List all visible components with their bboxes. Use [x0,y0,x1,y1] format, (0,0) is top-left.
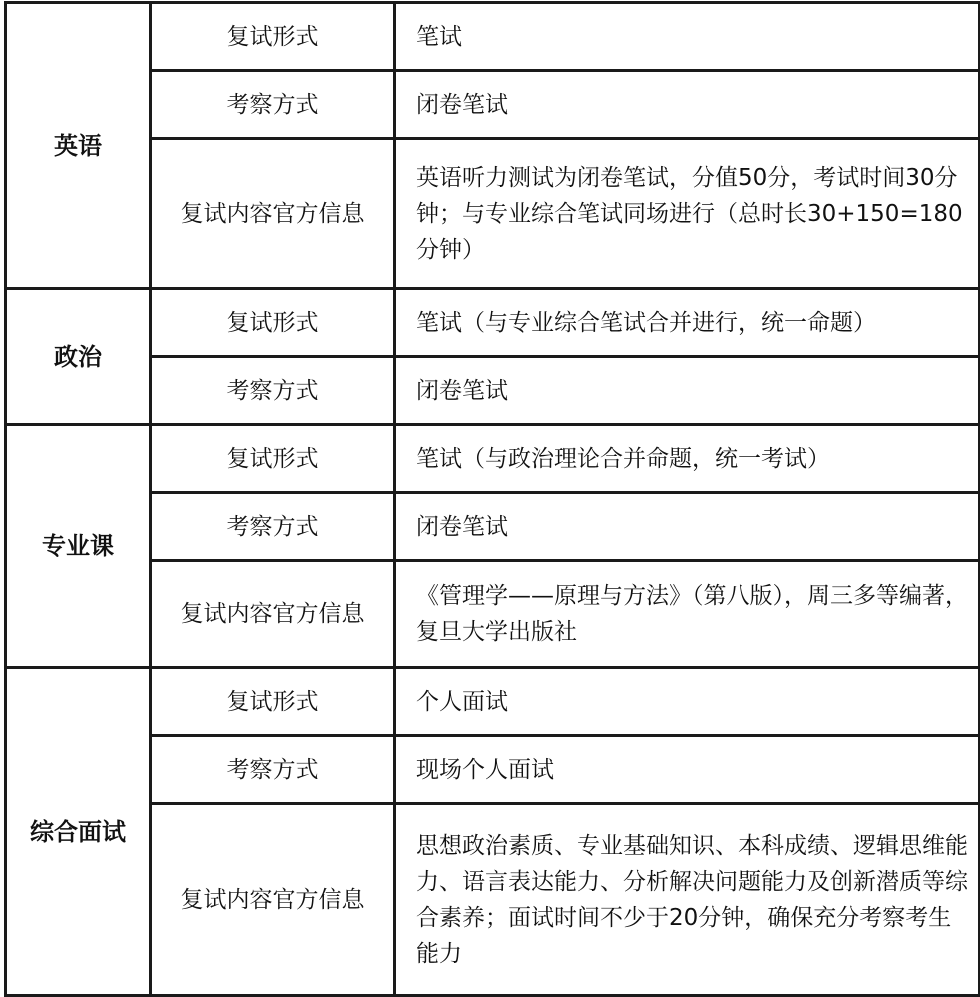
table-row [6,3,980,71]
row-label: 复试内容官方信息 [151,139,395,289]
row-label: 考察方式 [151,71,395,139]
row-label: 复试内容官方信息 [151,804,395,996]
row-value: 笔试 [395,3,980,71]
row-value: 《管理学——原理与方法》（第八版），周三多等编著，复旦大学出版社 [395,561,980,668]
row-label: 复试内容官方信息 [151,561,395,668]
row-label: 考察方式 [151,493,395,561]
category-cell: 英语 [6,3,151,289]
table-row [6,71,980,139]
row-value: 闭卷笔试 [395,357,980,425]
row-value: 笔试（与政治理论合并命题，统一考试） [395,425,980,493]
category-cell: 专业课 [6,425,151,668]
row-value: 英语听力测试为闭卷笔试，分值50分，考试时间30分钟；与专业综合笔试同场进行（总时长30+150=180分钟） [395,139,980,289]
table-row [6,804,980,996]
row-label: 复试形式 [151,668,395,736]
row-value: 思想政治素质、专业基础知识、本科成绩、逻辑思维能力、语言表达能力、分析解决问题能力及创新潜质等综合素养；面试时间不少于20分钟，确保充分考察考生能力 [395,804,980,996]
table-row [6,425,980,493]
table-row [6,139,980,289]
category-cell: 综合面试 [6,668,151,996]
table-row [6,736,980,804]
row-value: 笔试（与专业综合笔试合并进行，统一命题） [395,289,980,357]
category-cell: 政治 [6,289,151,425]
row-label: 复试形式 [151,3,395,71]
table-row [6,289,980,357]
row-label: 考察方式 [151,736,395,804]
row-label: 复试形式 [151,425,395,493]
row-label: 考察方式 [151,357,395,425]
table-row [6,357,980,425]
table-row [6,493,980,561]
row-value: 个人面试 [395,668,980,736]
row-value: 现场个人面试 [395,736,980,804]
row-label: 复试形式 [151,289,395,357]
table-row [6,668,980,736]
row-value: 闭卷笔试 [395,493,980,561]
row-value: 闭卷笔试 [395,71,980,139]
table-row [6,561,980,668]
exam-info-table [4,1,980,997]
